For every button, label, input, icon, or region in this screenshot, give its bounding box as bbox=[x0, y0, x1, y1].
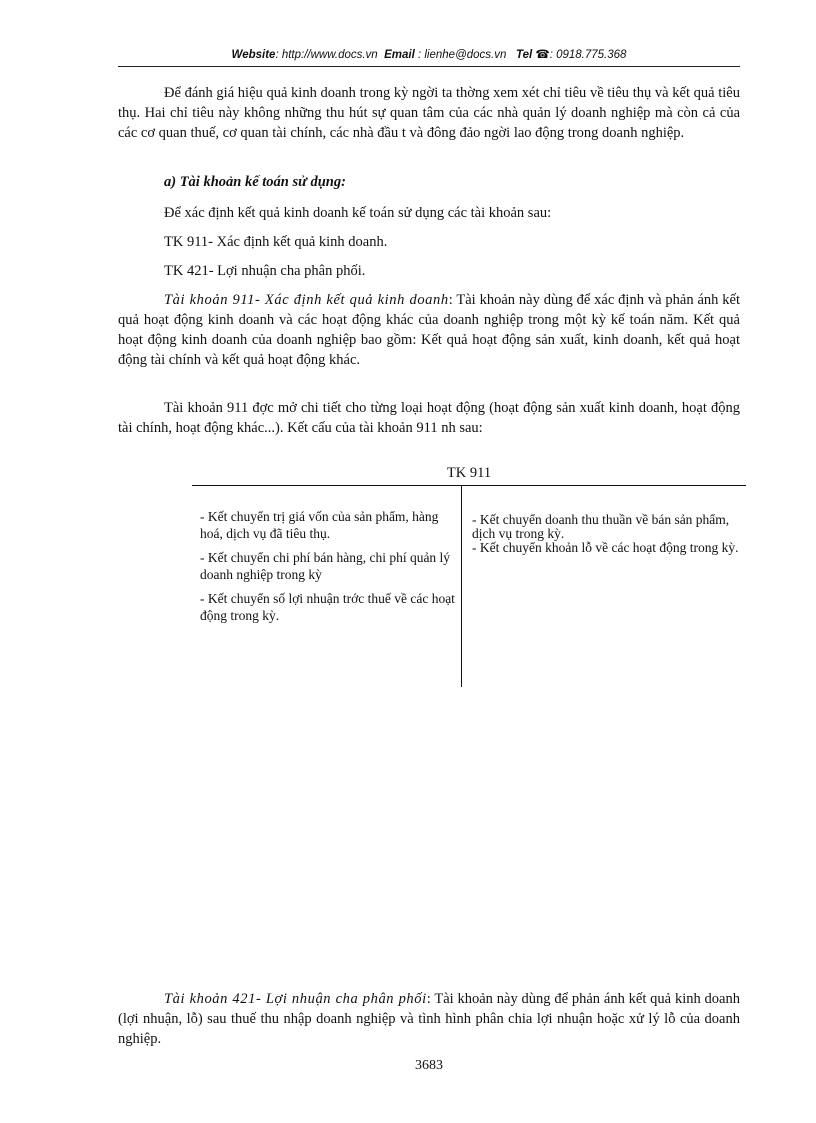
page-number: 3683 bbox=[415, 1058, 443, 1073]
header-divider bbox=[118, 66, 740, 67]
website-label: Website bbox=[231, 49, 276, 61]
email-label: Email bbox=[384, 49, 415, 61]
heading-accounts-used: a) Tài khoản kế toán sử dụng: bbox=[164, 174, 346, 190]
tk911-description-text: : Tài khoản này dùng để xác định và phản ánh kết quả hoạt động kinh doanh và các hoạt động khác của doanh nghiệp trong một kỳ kế toán năm. Kết quả hoạt động kinh doanh của doanh nghiệp bao gồm: Kết quả hoạt động sản xuất, kinh doanh, kết quả hoạt động tài chính và kết quả hoạt động khác. bbox=[118, 292, 740, 368]
debit-entry: - Kết chuyển chi phí bán hàng, chi phí quản lý doanh nghiệp trong kỳ bbox=[200, 550, 451, 582]
t-account-title: TK 911 bbox=[446, 465, 492, 481]
tel-label: Tel bbox=[515, 49, 533, 61]
debit-entry: - Kết chuyển trị giá vốn của sản phẩm, hàng hoá, dịch vụ đã tiêu thụ. bbox=[200, 509, 439, 541]
t-account-credit-side bbox=[472, 513, 744, 555]
website-value: : http://www.docs.vn bbox=[275, 49, 378, 61]
paragraph-tk421-description bbox=[118, 989, 740, 1049]
credit-entry: - Kết chuyển khoản lỗ về các hoạt động trong kỳ. bbox=[472, 540, 739, 555]
paragraph-accounts-list-intro: Để xác định kết quả kinh doanh kế toán sử dụng các tài khoản sau: bbox=[164, 205, 552, 221]
credit-entry: - Kết chuyển doanh thu thuần về bán sản phẩm, dịch vụ trong kỳ. bbox=[472, 512, 730, 541]
tk421-description-text: : Tài khoản này dùng để phản ánh kết quả kinh doanh (lợi nhuận, lỗ) sau thuế thu nhập doanh nghiệp và tình hình phân chia lợi nhuận hoặc xử lý lỗ của doanh nghiệp. bbox=[118, 991, 740, 1047]
paragraph-tk911: TK 911- Xác định kết quả kinh doanh. bbox=[164, 234, 388, 250]
email-value: : lienhe@docs.vn bbox=[417, 49, 507, 61]
t-account-horizontal-rule bbox=[192, 485, 746, 486]
tk421-term: Tài khoản 421- Lợi nhuận cha phân phối bbox=[164, 991, 427, 1007]
paragraph-tk421: TK 421- Lợi nhuận cha phân phối. bbox=[164, 263, 366, 279]
page-header bbox=[118, 47, 740, 61]
paragraph-tk911-description bbox=[118, 290, 740, 370]
t-account-debit-side bbox=[200, 508, 462, 631]
paragraph-intro: Để đánh giá hiệu quả kinh doanh trong kỳ ngời ta thờng xem xét chỉ tiêu về tiêu thụ và kết quả tiêu thụ. Hai chỉ tiêu này không những thu hút sự quan tâm của các nhà quản lý doanh nghiệp mà còn cả của các cơ quan thuế, cơ quan tài chính, các nhà đầu t và đông đảo ngời lao động trong doanh nghiệp. bbox=[118, 85, 740, 141]
paragraph-tk911-detail: Tài khoản 911 đợc mở chi tiết cho từng loại hoạt động (hoạt động sản xuất kinh doanh, hoạt động tài chính, hoạt động khác...). Kết cấu của tài khoản 911 nh sau: bbox=[118, 400, 740, 436]
phone-icon: ☎ bbox=[535, 49, 550, 61]
debit-entry: - Kết chuyển số lợi nhuận trớc thuế về các hoạt động trong kỳ. bbox=[200, 591, 455, 623]
tel-value: : 0918.775.368 bbox=[549, 49, 627, 61]
tk911-term: Tài khoản 911- Xác định kết quả kinh doanh bbox=[164, 292, 449, 308]
